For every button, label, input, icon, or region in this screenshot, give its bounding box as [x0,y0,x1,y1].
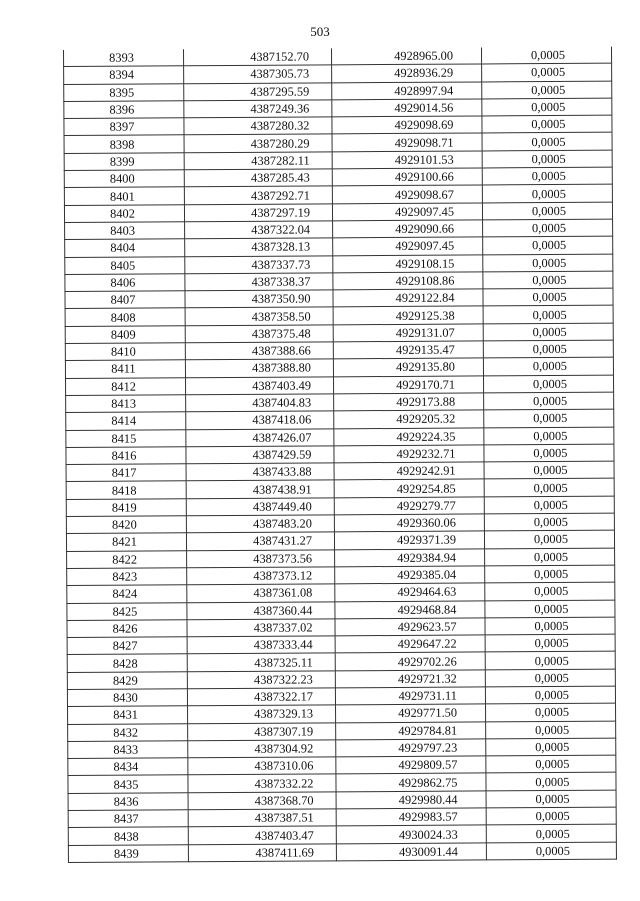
point-number-cell: 8401 [64,187,184,205]
point-number-cell: 8421 [66,533,186,551]
x-coordinate-cell: 4387282.11 [184,152,332,170]
y-coordinate-cell: 4930091.44 [336,843,486,861]
y-coordinate-cell: 4929983.57 [336,808,486,826]
error-value-cell: 0,0005 [486,773,616,791]
y-coordinate-cell: 4929623.57 [335,618,485,636]
x-coordinate-cell: 4387322.17 [187,688,335,706]
x-coordinate-cell: 4387360.44 [187,601,335,619]
x-coordinate-cell: 4387433.88 [186,463,334,481]
error-value-cell: 0,0005 [484,479,614,497]
error-value-cell: 0,0005 [485,582,615,600]
y-coordinate-cell: 4929468.84 [335,600,485,618]
x-coordinate-cell: 4387338.37 [185,273,333,291]
point-number-cell: 8428 [67,654,187,672]
point-number-cell: 8437 [68,810,188,828]
x-coordinate-cell: 4387332.22 [188,774,336,792]
y-coordinate-cell: 4929098.67 [332,185,482,203]
x-coordinate-cell: 4387429.59 [186,446,334,464]
x-coordinate-cell: 4387310.06 [188,757,336,775]
error-value-cell: 0,0005 [482,63,612,81]
y-coordinate-cell: 4929135.80 [333,358,483,376]
y-coordinate-cell: 4929097.45 [333,237,483,255]
point-number-cell: 8415 [66,429,186,447]
point-number-cell: 8397 [64,118,184,136]
error-value-cell: 0,0005 [485,634,615,652]
point-number-cell: 8414 [66,412,186,430]
point-number-cell: 8430 [67,689,187,707]
y-coordinate-cell: 4929205.32 [334,410,484,428]
y-coordinate-cell: 4929862.75 [336,773,486,791]
y-coordinate-cell: 4928997.94 [332,82,482,100]
y-coordinate-cell: 4929098.71 [332,133,482,151]
y-coordinate-cell: 4929384.94 [335,549,485,567]
point-number-cell: 8422 [67,550,187,568]
error-value-cell: 0,0005 [483,288,613,306]
point-number-cell: 8426 [67,620,187,638]
x-coordinate-cell: 4387329.13 [188,705,336,723]
point-number-cell: 8406 [65,274,185,292]
x-coordinate-cell: 4387418.06 [186,411,334,429]
y-coordinate-cell: 4929108.86 [333,272,483,290]
error-value-cell: 0,0005 [485,686,615,704]
error-value-cell: 0,0005 [482,115,612,133]
error-value-cell: 0,0005 [486,807,616,825]
y-coordinate-cell: 4929224.35 [334,427,484,445]
y-coordinate-cell: 4929980.44 [336,791,486,809]
point-number-cell: 8436 [68,793,188,811]
coordinates-table [63,47,617,863]
point-number-cell: 8402 [64,204,184,222]
x-coordinate-cell: 4387295.59 [184,82,332,100]
error-value-cell: 0,0005 [486,824,616,842]
error-value-cell: 0,0005 [486,755,616,773]
y-coordinate-cell: 4929385.04 [335,566,485,584]
x-coordinate-cell: 4387388.80 [185,359,333,377]
point-number-cell: 8420 [66,516,186,534]
point-number-cell: 8435 [68,775,188,793]
x-coordinate-cell: 4387361.08 [187,584,335,602]
x-coordinate-cell: 4387368.70 [188,792,336,810]
point-number-cell: 8411 [65,360,185,378]
error-value-cell: 0,0005 [485,669,615,687]
x-coordinate-cell: 4387249.36 [184,100,332,118]
point-number-cell: 8433 [68,741,188,759]
x-coordinate-cell: 4387333.44 [187,636,335,654]
point-number-cell: 8412 [66,377,186,395]
y-coordinate-cell: 4929242.91 [334,462,484,480]
point-number-cell: 8399 [64,153,184,171]
y-coordinate-cell: 4929647.22 [335,635,485,653]
error-value-cell: 0,0005 [485,617,615,635]
error-value-cell: 0,0005 [483,357,613,375]
x-coordinate-cell: 4387431.27 [186,532,334,550]
point-number-cell: 8431 [68,706,188,724]
point-number-cell: 8418 [66,481,186,499]
point-number-cell: 8419 [66,498,186,516]
y-coordinate-cell: 4929100.66 [332,168,482,186]
coordinates-table-body [63,47,616,863]
error-value-cell: 0,0005 [482,133,612,151]
error-value-cell: 0,0005 [486,721,616,739]
point-number-cell: 8434 [68,758,188,776]
point-number-cell: 8400 [64,170,184,188]
error-value-cell: 0,0005 [484,461,614,479]
x-coordinate-cell: 4387337.02 [187,619,335,637]
x-coordinate-cell: 4387322.04 [185,221,333,239]
x-coordinate-cell: 4387322.23 [187,671,335,689]
y-coordinate-cell: 4929371.39 [334,531,484,549]
y-coordinate-cell: 4929125.38 [333,306,483,324]
x-coordinate-cell: 4387438.91 [186,480,334,498]
error-value-cell: 0,0005 [482,202,612,220]
x-coordinate-cell: 4387411.69 [188,844,336,862]
error-value-cell: 0,0005 [484,513,614,531]
x-coordinate-cell: 4387152.70 [183,48,331,66]
x-coordinate-cell: 4387373.56 [187,549,335,567]
point-number-cell: 8416 [66,447,186,465]
x-coordinate-cell: 4387325.11 [187,653,335,671]
y-coordinate-cell: 4929122.84 [333,289,483,307]
point-number-cell: 8407 [65,291,185,309]
table-row [68,842,616,863]
error-value-cell: 0,0005 [481,47,611,65]
y-coordinate-cell: 4929702.26 [335,652,485,670]
error-value-cell: 0,0005 [483,271,613,289]
y-coordinate-cell: 4929809.57 [336,756,486,774]
error-value-cell: 0,0005 [486,842,616,860]
y-coordinate-cell: 4929135.47 [333,341,483,359]
point-number-cell: 8417 [66,464,186,482]
point-number-cell: 8409 [65,326,185,344]
error-value-cell: 0,0005 [483,375,613,393]
error-value-cell: 0,0005 [482,150,612,168]
y-coordinate-cell: 4929279.77 [334,497,484,515]
y-coordinate-cell: 4929108.15 [333,255,483,273]
y-coordinate-cell: 4929360.06 [334,514,484,532]
x-coordinate-cell: 4387388.66 [185,342,333,360]
error-value-cell: 0,0005 [483,254,613,272]
error-value-cell: 0,0005 [484,444,614,462]
x-coordinate-cell: 4387403.47 [188,826,336,844]
error-value-cell: 0,0005 [482,98,612,116]
y-coordinate-cell: 4929090.66 [333,220,483,238]
point-number-cell: 8404 [65,239,185,257]
x-coordinate-cell: 4387350.90 [185,290,333,308]
x-coordinate-cell: 4387404.83 [186,394,334,412]
point-number-cell: 8423 [67,568,187,586]
error-value-cell: 0,0005 [482,81,612,99]
y-coordinate-cell: 4928965.00 [331,47,481,65]
x-coordinate-cell: 4387305.73 [184,65,332,83]
error-value-cell: 0,0005 [483,236,613,254]
point-number-cell: 8427 [67,637,187,655]
y-coordinate-cell: 4929731.11 [335,687,485,705]
page-number: 503 [310,24,330,39]
x-coordinate-cell: 4387358.50 [185,307,333,325]
point-number-cell: 8425 [67,602,187,620]
point-number-cell: 8432 [68,723,188,741]
error-value-cell: 0,0005 [484,496,614,514]
error-value-cell: 0,0005 [483,306,613,324]
x-coordinate-cell: 4387328.13 [185,238,333,256]
y-coordinate-cell: 4929101.53 [332,151,482,169]
error-value-cell: 0,0005 [484,427,614,445]
error-value-cell: 0,0005 [484,392,614,410]
error-value-cell: 0,0005 [482,167,612,185]
y-coordinate-cell: 4929784.81 [336,722,486,740]
x-coordinate-cell: 4387373.12 [187,567,335,585]
x-coordinate-cell: 4387426.07 [186,428,334,446]
point-number-cell: 8398 [64,135,184,153]
x-coordinate-cell: 4387387.51 [188,809,336,827]
y-coordinate-cell: 4929464.63 [335,583,485,601]
y-coordinate-cell: 4929771.50 [336,704,486,722]
y-coordinate-cell: 4930024.33 [336,825,486,843]
point-number-cell: 8405 [65,256,185,274]
y-coordinate-cell: 4929721.32 [335,670,485,688]
y-coordinate-cell: 4929254.85 [334,479,484,497]
x-coordinate-cell: 4387483.20 [186,515,334,533]
error-value-cell: 0,0005 [486,703,616,721]
point-number-cell: 8408 [65,308,185,326]
y-coordinate-cell: 4929014.56 [332,99,482,117]
x-coordinate-cell: 4387285.43 [184,169,332,187]
x-coordinate-cell: 4387297.19 [184,204,332,222]
coordinates-sheet [63,47,616,863]
y-coordinate-cell: 4929797.23 [336,739,486,757]
error-value-cell: 0,0005 [484,409,614,427]
x-coordinate-cell: 4387337.73 [185,255,333,273]
error-value-cell: 0,0005 [485,652,615,670]
y-coordinate-cell: 4929098.69 [332,116,482,134]
point-number-cell: 8410 [65,343,185,361]
error-value-cell: 0,0005 [482,185,612,203]
point-number-cell: 8394 [64,66,184,84]
x-coordinate-cell: 4387280.29 [184,134,332,152]
y-coordinate-cell: 4929170.71 [333,376,483,394]
error-value-cell: 0,0005 [483,219,613,237]
x-coordinate-cell: 4387292.71 [184,186,332,204]
point-number-cell: 8396 [64,101,184,119]
point-number-cell: 8429 [67,671,187,689]
x-coordinate-cell: 4387307.19 [188,722,336,740]
point-number-cell: 8395 [64,83,184,101]
error-value-cell: 0,0005 [486,790,616,808]
y-coordinate-cell: 4929232.71 [334,445,484,463]
point-number-cell: 8403 [65,222,185,240]
error-value-cell: 0,0005 [486,738,616,756]
point-number-cell: 8424 [67,585,187,603]
point-number-cell: 8439 [68,844,188,862]
x-coordinate-cell: 4387304.92 [188,740,336,758]
x-coordinate-cell: 4387403.49 [186,376,334,394]
x-coordinate-cell: 4387449.40 [186,498,334,516]
x-coordinate-cell: 4387280.32 [184,117,332,135]
y-coordinate-cell: 4929131.07 [333,324,483,342]
error-value-cell: 0,0005 [485,565,615,583]
y-coordinate-cell: 4929097.45 [332,203,482,221]
x-coordinate-cell: 4387375.48 [185,325,333,343]
point-number-cell: 8413 [66,395,186,413]
y-coordinate-cell: 4929173.88 [334,393,484,411]
point-number-cell: 8438 [68,827,188,845]
y-coordinate-cell: 4928936.29 [332,64,482,82]
point-number-cell: 8393 [63,49,183,67]
error-value-cell: 0,0005 [485,600,615,618]
error-value-cell: 0,0005 [483,323,613,341]
error-value-cell: 0,0005 [483,340,613,358]
error-value-cell: 0,0005 [484,530,614,548]
error-value-cell: 0,0005 [485,548,615,566]
